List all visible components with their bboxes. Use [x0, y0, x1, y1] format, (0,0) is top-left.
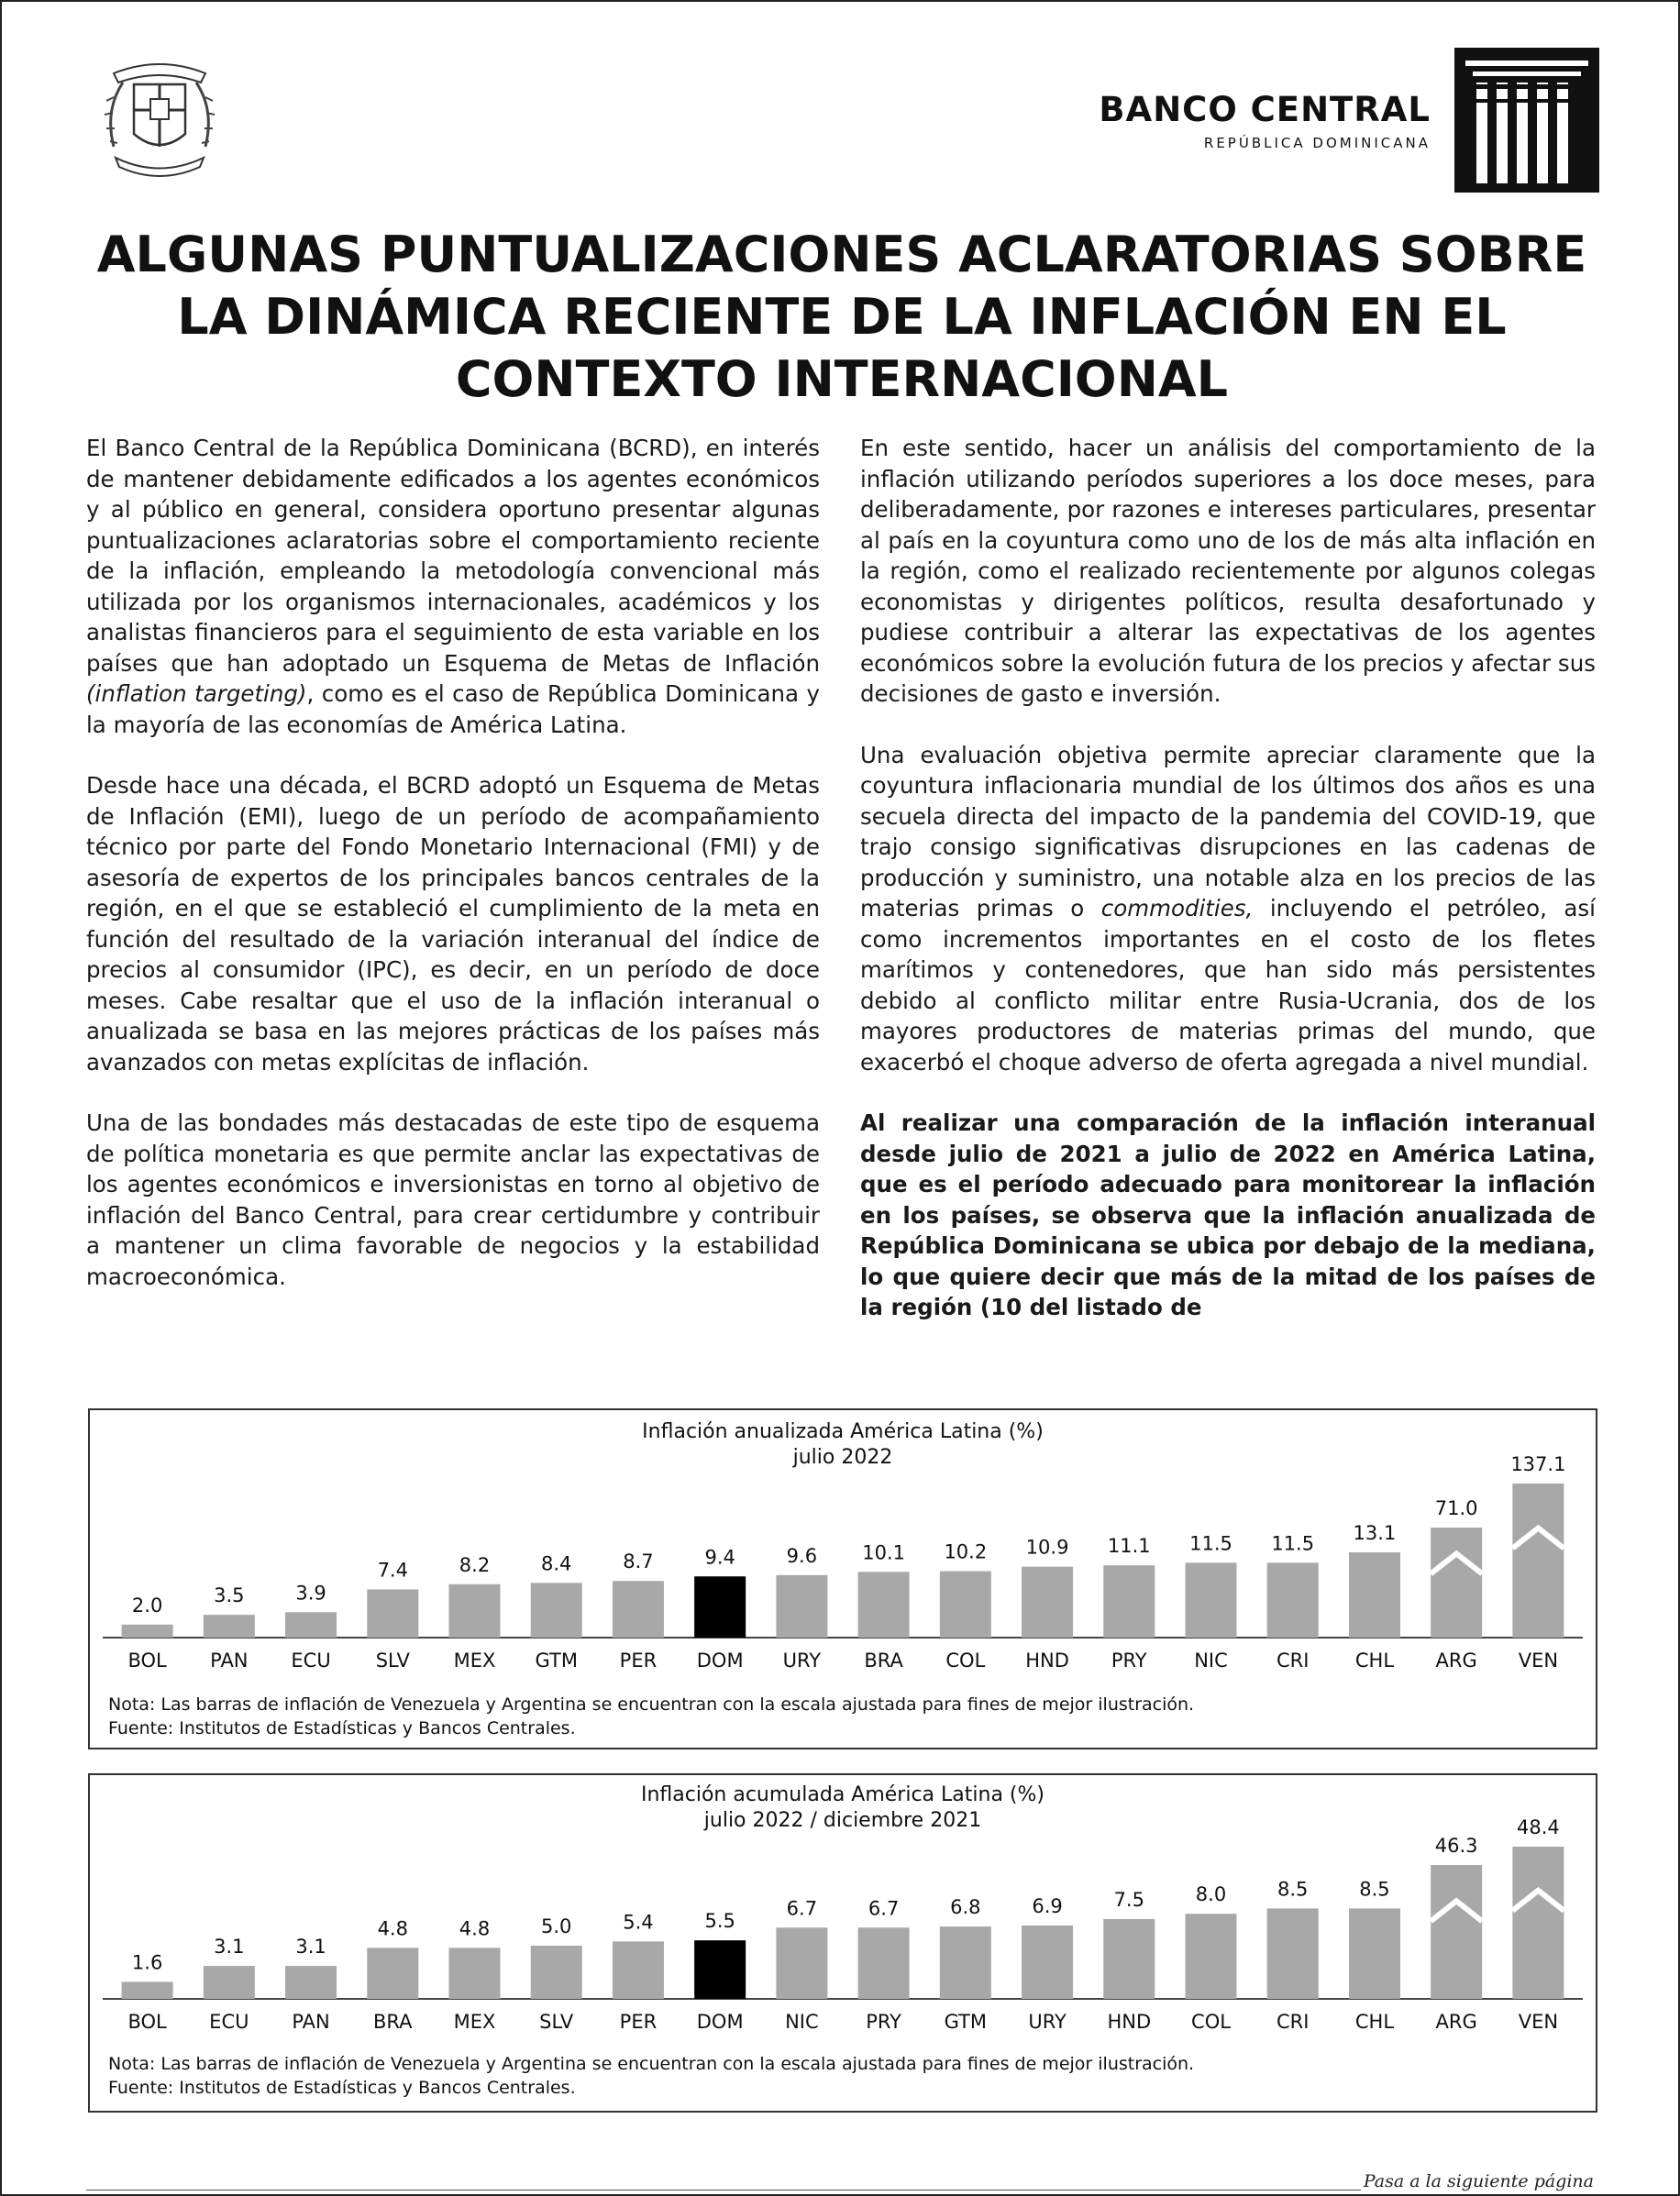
chart-1-value-label-chl: 13.1 — [1353, 1521, 1397, 1544]
chart-2-value-label-mex: 4.8 — [459, 1917, 491, 1940]
chart-2-value-label-gtm: 6.8 — [950, 1896, 981, 1919]
chart-2-value-label-nic: 6.7 — [786, 1897, 818, 1920]
chart-2-bar-nic — [776, 1927, 827, 1999]
chart-2-category-label-mex: MEX — [453, 2011, 496, 2033]
chart-2-title: Inflación acumulada América Latina (%) — [640, 1783, 1044, 1806]
bank-subtitle: REPÚBLICA DOMINICANA — [1203, 134, 1431, 151]
right-paragraph-3: Al realizar una comparación de la inflación interanual desde julio de 2021 a julio de 2022 en América Latina, que es el período adecuado para monitorear la inflación en los países, se observa que la inflación anualizada de República Dominicana se ubica por debajo de la mediana, lo que quiere decir que más de la mitad de los países de la región (10 del listado de — [860, 1109, 1596, 1320]
headline: ALGUNAS PUNTUALIZACIONES ACLARATORIAS SOBRE LA DINÁMICA RECIENTE DE LA INFLACIÓN EN EL CONTEXTO INTERNACIONAL — [96, 226, 1587, 408]
chart-1-value-label-nic: 11.5 — [1189, 1532, 1232, 1555]
chart-2-category-label-cri: CRI — [1276, 2011, 1310, 2033]
chart-1-category-label-bra: BRA — [864, 1650, 903, 1672]
chart-2-category-label-chl: CHL — [1354, 2011, 1395, 2033]
chart-2-category-label-ecu: ECU — [209, 2011, 249, 2033]
chart-2-value-label-per: 5.4 — [623, 1911, 654, 1934]
chart-2-value-label-pan: 3.1 — [295, 1936, 326, 1959]
chart-1-category-label-chl: CHL — [1354, 1650, 1395, 1672]
chart-1-category-label-ury: URY — [782, 1650, 822, 1672]
chart-2-bar-arg — [1431, 1865, 1482, 1999]
chart-1-category-label-arg: ARG — [1435, 1650, 1477, 1672]
chart-1-category-label-slv: SLV — [375, 1650, 410, 1672]
chart-2-bar-per — [613, 1941, 664, 1999]
left-paragraph-3: Una de las bondades más destacadas de este tipo de esquema de política monetaria es que permite anclar las expectativas de los agentes económicos e inversionistas en torno al objetivo de inflación del Banco Central, para crear certidumbre y contribuir a mantener un clima favorable de negocios y la estabilidad macroeconómica. — [86, 1109, 820, 1290]
chart-1-value-label-hnd: 10.9 — [1025, 1536, 1069, 1559]
chart-2-value-label-chl: 8.5 — [1359, 1878, 1390, 1901]
chart-1-category-label-col: COL — [945, 1650, 986, 1672]
chart-1-category-label-ven: VEN — [1518, 1650, 1559, 1672]
chart-2-category-label-ven: VEN — [1518, 2011, 1559, 2033]
left-paragraph-2: Desde hace una década, el BCRD adoptó un Esquema de Metas de Inflación (EMI), luego de un período de acompañamiento técnico por parte del Fondo Monetario Internacional (FMI) y de asesoría de expertos de los principales bancos centrales de la región, en el que se estableció el cumplimiento de la meta en función del resultado de la variación interanual del índice de precios al consumidor (IPC), es decir, en un período de doce meses. Cabe resaltar que el uso de la inflación interanual o anualizada se basa en las mejores prácticas de los países más avanzados con metas explícitas de inflación. — [86, 772, 820, 1076]
chart-2-category-label-hnd: HND — [1107, 2011, 1152, 2033]
chart-2-category-label-pry: PRY — [866, 2011, 901, 2033]
chart-2-bar-pan — [285, 1966, 337, 1999]
chart-1-value-label-per: 8.7 — [623, 1550, 654, 1573]
chart-2-bar-ury — [1022, 1926, 1073, 1999]
chart-1-bar-pry — [1103, 1565, 1155, 1638]
chart-1-title: Inflación anualizada América Latina (%) — [642, 1420, 1044, 1443]
chart-2-bar-mex — [449, 1948, 501, 1999]
chart-2-category-label-gtm: GTM — [944, 2011, 988, 2033]
chart-1-bar-bol — [122, 1625, 173, 1638]
chart-annualized-inflation — [88, 1408, 1597, 1749]
chart-1-value-label-ven: 137.1 — [1510, 1453, 1566, 1475]
right-column — [860, 433, 1596, 1386]
left-column — [86, 433, 820, 1322]
right-paragraph-1: En este sentido, hacer un análisis del comportamiento de la inflación utilizando períodos superiores a los doce meses, para deliberadamente, por razones e intereses particulares, presentar al país en la coyuntura como uno de los de más alta inflación en la región, como el realizado recientemente por algunos colegas economistas y dirigentes políticos, resulta desafortunado y pudiese contribuir a alterar las expectativas de los agentes económicos sobre la evolución futura de los precios y afectar sus decisiones de gasto e inversión. — [860, 435, 1596, 707]
chart-1-category-label-nic: NIC — [1194, 1650, 1228, 1672]
chart-2-subtitle: julio 2022 / diciembre 2021 — [703, 1809, 982, 1832]
chart-1-value-label-pan: 3.5 — [214, 1584, 245, 1607]
chart-2-bar-hnd — [1103, 1919, 1155, 1999]
chart-1-bar-col — [940, 1572, 991, 1638]
chart-1-value-label-gtm: 8.4 — [541, 1552, 572, 1575]
chart-2-bar-dom — [694, 1940, 746, 1999]
chart-2-bar-slv — [531, 1946, 582, 1999]
chart-1-value-label-bol: 2.0 — [131, 1594, 163, 1617]
bank-columns-logo — [1454, 48, 1599, 193]
chart-2-bar-col — [1186, 1914, 1237, 1999]
bank-name: BANCO CENTRAL — [1099, 89, 1431, 129]
chart-2-category-label-bra: BRA — [373, 2011, 413, 2033]
chart-1-bar-arg — [1431, 1528, 1482, 1638]
chart-2-category-label-pan: PAN — [292, 2011, 330, 2033]
chart-1-bar-slv — [367, 1589, 418, 1638]
chart-1-category-label-gtm: GTM — [535, 1650, 578, 1672]
chart-2-source: Fuente: Institutos de Estadísticas y Bancos Centrales. — [108, 2078, 576, 2098]
chart-2-note: Nota: Las barras de inflación de Venezuela y Argentina se encuentran con la escala ajustada para fines de mejor ilustración. — [108, 2054, 1195, 2074]
chart-2-category-label-per: PER — [619, 2011, 658, 2033]
left-paragraph-1: El Banco Central de la República Dominicana (BCRD), en interés de mantener debidamente edificados a los agentes económicos y al público en general, considera oportuno presentar algunas puntualizaciones aclaratorias sobre el comportamiento reciente de la inflación, empleando la metodología convencional más utilizada por los organismos internacionales, académicos y los analistas financieros para el seguimiento de esta variable en los países que han adoptado un Esquema de Metas de Inflación (inflation targeting), como es el caso de República Dominicana y la mayoría de las economías de América Latina. — [86, 435, 820, 738]
chart-1-category-label-pan: PAN — [210, 1650, 249, 1672]
chart-2-value-label-hnd: 7.5 — [1113, 1889, 1144, 1911]
chart-2-category-label-nic: NIC — [785, 2011, 819, 2033]
chart-1-value-label-cri: 11.5 — [1271, 1532, 1315, 1555]
chart-2-category-label-slv: SLV — [539, 2011, 574, 2033]
chart-1-source: Fuente: Institutos de Estadísticas y Bancos Centrales. — [108, 1718, 576, 1738]
chart-2-value-label-ven: 48.4 — [1517, 1816, 1560, 1838]
chart-2-bar-ven — [1512, 1847, 1564, 1999]
chart-2-plot — [90, 1775, 1596, 2050]
chart-1-plot — [90, 1410, 1596, 1685]
chart-1-bar-mex — [449, 1584, 501, 1638]
chart-2-value-label-dom: 5.5 — [704, 1910, 735, 1933]
chart-2-category-label-arg: ARG — [1435, 2011, 1477, 2033]
chart-1-category-label-pry: PRY — [1111, 1650, 1147, 1672]
next-page-note: Pasa a la siguiente página — [1363, 2171, 1594, 2191]
chart-1-bar-per — [613, 1581, 664, 1638]
chart-2-bar-bra — [367, 1948, 418, 1999]
chart-1-value-label-ury: 9.6 — [786, 1544, 818, 1567]
chart-2-bar-gtm — [940, 1926, 991, 1999]
chart-2-value-label-bra: 4.8 — [377, 1917, 408, 1940]
chart-1-value-label-pry: 11.1 — [1107, 1535, 1151, 1558]
chart-1-bar-hnd — [1022, 1567, 1073, 1638]
chart-1-bar-gtm — [531, 1583, 582, 1638]
chart-2-value-label-slv: 5.0 — [541, 1915, 572, 1937]
chart-2-category-label-col: COL — [1191, 2011, 1231, 2033]
right-paragraph-2: Una evaluación objetiva permite apreciar claramente que la coyuntura inflacionaria mundial de los últimos dos años es una secuela directa del impacto de la pandemia del COVID-19, que trajo consigo significativas disrupciones en las cadenas de producción y suministro, una notable alza en los precios de las materias primas o commodities, incluyendo el petróleo, así como incrementos importantes en el costo de los fletes marítimos y contenedores, que han sido más persistentes debido al conflicto militar entre Rusia-Ucrania, dos de los mayores productores de materias primas del mundo, que exacerbó el choque adverso de oferta agregada a nivel mundial. — [860, 741, 1596, 1076]
chart-2-category-label-bol: BOL — [127, 2011, 167, 2033]
chart-1-category-label-hnd: HND — [1025, 1650, 1069, 1672]
chart-accumulated-inflation — [88, 1773, 1597, 2113]
chart-1-bar-ecu — [285, 1612, 337, 1638]
chart-1-bar-pan — [204, 1615, 255, 1638]
chart-1-category-label-mex: MEX — [453, 1650, 496, 1672]
chart-2-value-label-arg: 46.3 — [1434, 1835, 1478, 1857]
chart-2-category-label-dom: DOM — [696, 2011, 744, 2033]
chart-1-category-label-cri: CRI — [1276, 1650, 1310, 1672]
chart-1-value-label-bra: 10.1 — [862, 1541, 905, 1564]
chart-2-category-label-ury: URY — [1028, 2011, 1067, 2033]
chart-1-category-label-bol: BOL — [127, 1650, 167, 1672]
chart-1-category-label-per: PER — [619, 1650, 658, 1672]
chart-2-value-label-ury: 6.9 — [1032, 1894, 1063, 1917]
chart-2-value-label-bol: 1.6 — [131, 1951, 163, 1974]
chart-1-value-label-arg: 71.0 — [1434, 1497, 1478, 1519]
bank-brand — [1099, 48, 1599, 193]
chart-1-note: Nota: Las barras de inflación de Venezuela y Argentina se encuentran con la escala ajustada para fines de mejor ilustración. — [108, 1694, 1195, 1715]
chart-1-value-label-slv: 7.4 — [377, 1559, 408, 1582]
coat-of-arms-seal — [86, 46, 233, 193]
chart-1-value-label-dom: 9.4 — [704, 1546, 735, 1569]
chart-1-bar-dom — [694, 1576, 746, 1638]
chart-1-bar-ury — [776, 1575, 827, 1638]
chart-2-value-label-ecu: 3.1 — [214, 1936, 245, 1959]
chart-1-bar-ven — [1512, 1484, 1564, 1638]
chart-2-value-label-col: 8.0 — [1195, 1883, 1227, 1906]
chart-1-value-label-col: 10.2 — [944, 1540, 988, 1563]
chart-1-bar-nic — [1186, 1562, 1237, 1638]
chart-1-category-label-dom: DOM — [696, 1650, 744, 1672]
chart-1-category-label-ecu: ECU — [291, 1650, 331, 1672]
chart-2-bar-bol — [122, 1981, 173, 1999]
chart-1-bar-cri — [1267, 1562, 1319, 1638]
chart-1-bar-bra — [858, 1572, 910, 1638]
chart-2-bar-chl — [1349, 1908, 1400, 1999]
chart-2-bar-pry — [858, 1927, 910, 1999]
chart-2-value-label-pry: 6.7 — [868, 1897, 900, 1920]
chart-2-bar-cri — [1267, 1908, 1319, 1999]
chart-2-bar-ecu — [204, 1966, 255, 1999]
chart-1-bar-chl — [1349, 1552, 1400, 1638]
chart-1-subtitle: julio 2022 — [792, 1446, 893, 1469]
chart-2-value-label-cri: 8.5 — [1277, 1878, 1309, 1901]
chart-1-value-label-mex: 8.2 — [459, 1553, 491, 1576]
chart-1-value-label-ecu: 3.9 — [295, 1582, 326, 1605]
